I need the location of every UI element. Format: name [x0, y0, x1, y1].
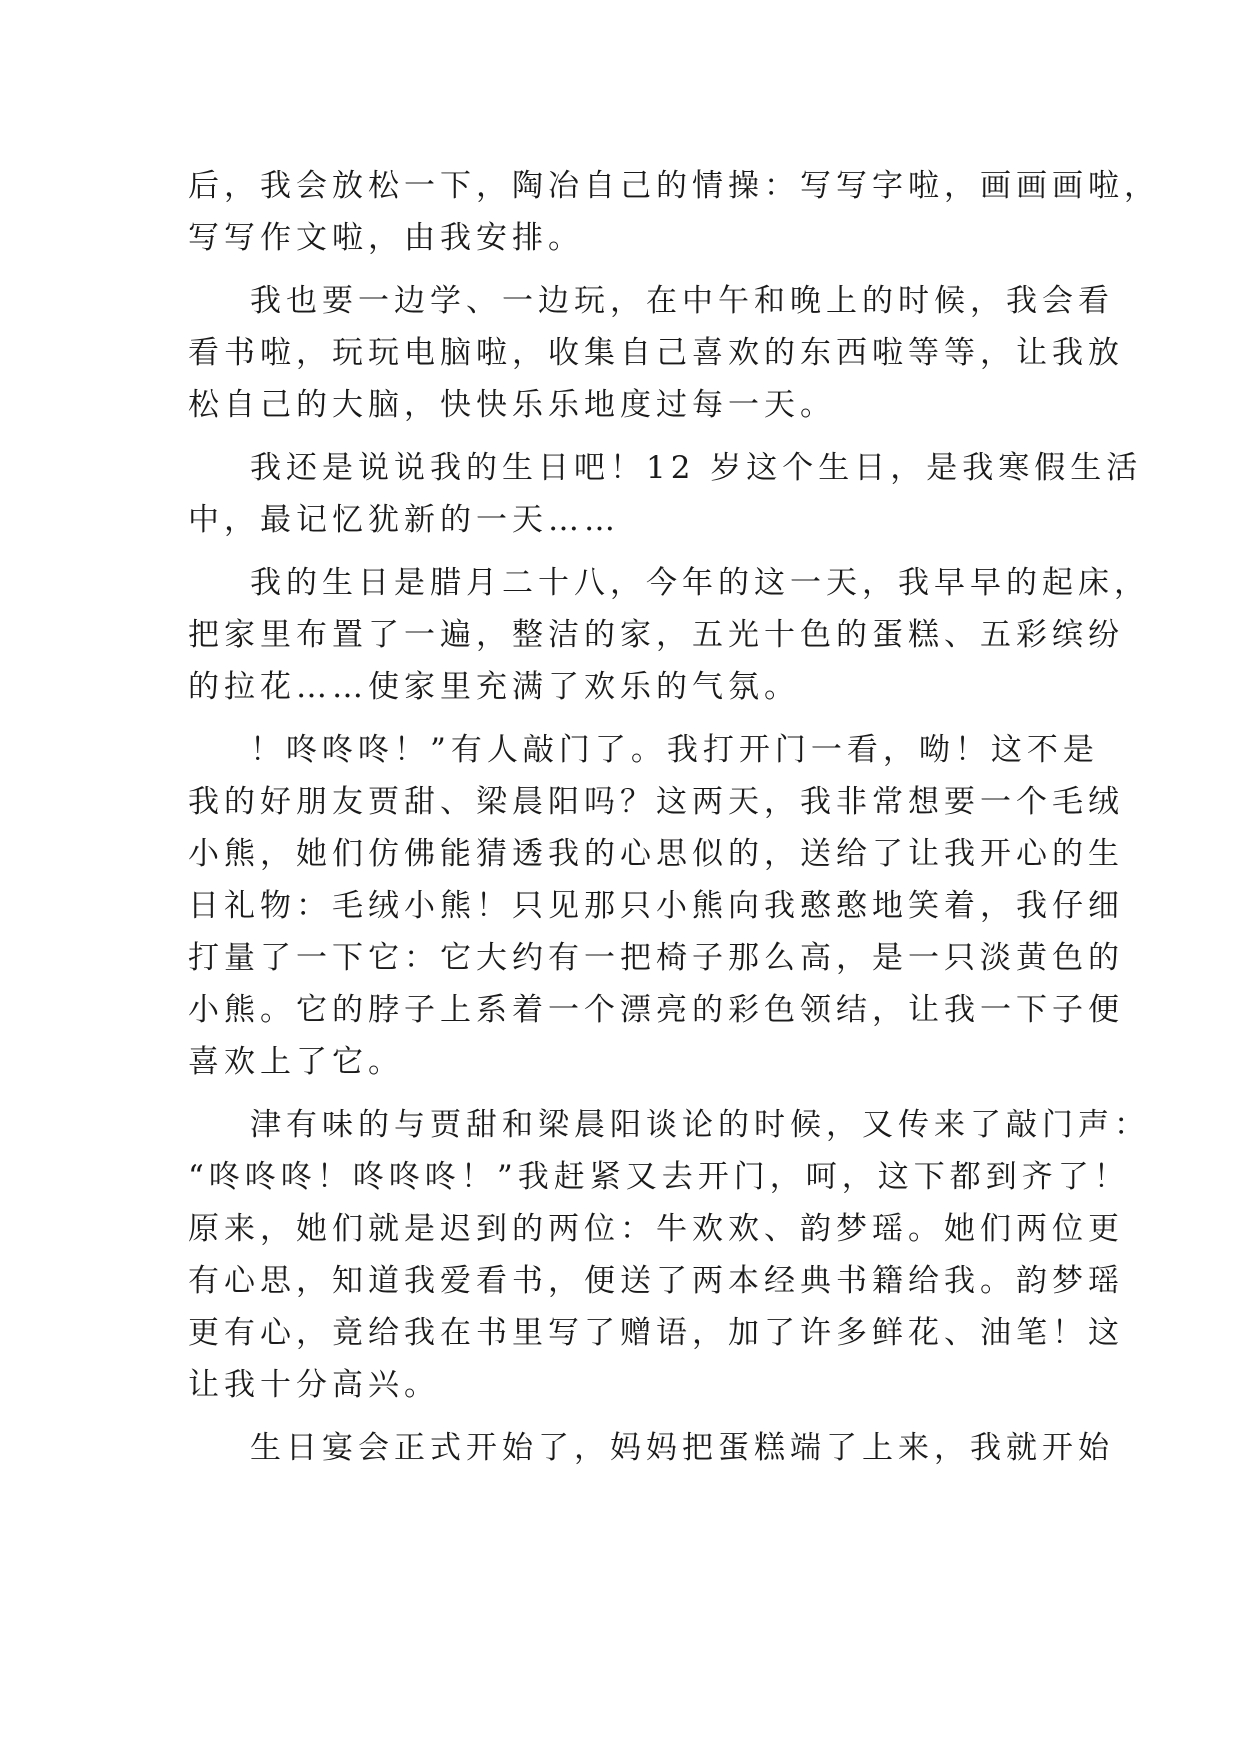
- paragraph: [188, 442, 1143, 546]
- text-line: 我也要一边学、一边玩，在中午和晚上的时候，我会看: [250, 283, 1114, 319]
- text-line: 我的生日是腊月二十八，今年的这一天，我早早的起床，: [250, 565, 1150, 601]
- text-line: 打量了一下它：它大约有一把椅子那么高，是一只淡黄色的: [188, 940, 1124, 976]
- text-line: 原来，她们就是迟到的两位：牛欢欢、韵梦瑶。她们两位更: [188, 1211, 1124, 1247]
- paragraph: [188, 160, 1160, 264]
- text-line: ！咚咚咚！”有人敲门了。我打开门一看，呦！这不是: [250, 732, 1099, 768]
- text-line: 写写作文啦，由我安排。: [188, 220, 584, 256]
- text-line: 津有味的与贾甜和梁晨阳谈论的时候，又传来了敲门声：: [250, 1107, 1150, 1143]
- text-line: 有心思，知道我爱看书，便送了两本经典书籍给我。韵梦瑶: [188, 1263, 1124, 1299]
- paragraph: [188, 724, 1124, 1088]
- text-line: 后，我会放松一下，陶冶自己的情操：写写字啦，画画画啦，: [188, 168, 1160, 204]
- text-line: 看书啦，玩玩电脑啦，收集自己喜欢的东西啦等等，让我放: [188, 335, 1124, 371]
- text-line: 松自己的大脑，快快乐乐地度过每一天。: [188, 387, 836, 423]
- text-line: 日礼物：毛绒小熊！只见那只小熊向我憨憨地笑着，我仔细: [188, 888, 1124, 924]
- paragraph: [188, 1422, 1114, 1474]
- paragraph: [188, 275, 1124, 431]
- text-line: 中，最记忆犹新的一天……: [188, 502, 620, 538]
- text-line: 我还是说说我的生日吧！12 岁这个生日，是我寒假生活: [250, 450, 1143, 486]
- text-line: 小熊，她们仿佛能猜透我的心思似的，送给了让我开心的生: [188, 836, 1124, 872]
- text-line: 生日宴会正式开始了，妈妈把蛋糕端了上来，我就开始: [250, 1430, 1114, 1466]
- text-line: 喜欢上了它。: [188, 1044, 404, 1080]
- text-line: 更有心，竟给我在书里写了赠语，加了许多鲜花、油笔！这: [188, 1315, 1124, 1351]
- text-line: 让我十分高兴。: [188, 1367, 440, 1403]
- text-line: “咚咚咚！咚咚咚！”我赶紧又去开门，呵，这下都到齐了！: [188, 1159, 1130, 1195]
- text-line: 小熊。它的脖子上系着一个漂亮的彩色领结，让我一下子便: [188, 992, 1124, 1028]
- text-line: 的拉花……使家里充满了欢乐的气氛。: [188, 669, 800, 705]
- text-line: 把家里布置了一遍，整洁的家，五光十色的蛋糕、五彩缤纷: [188, 617, 1124, 653]
- paragraph: [188, 557, 1150, 713]
- paragraph: [188, 1099, 1150, 1411]
- document-body: [188, 160, 1160, 1485]
- text-line: 我的好朋友贾甜、梁晨阳吗？这两天，我非常想要一个毛绒: [188, 784, 1124, 820]
